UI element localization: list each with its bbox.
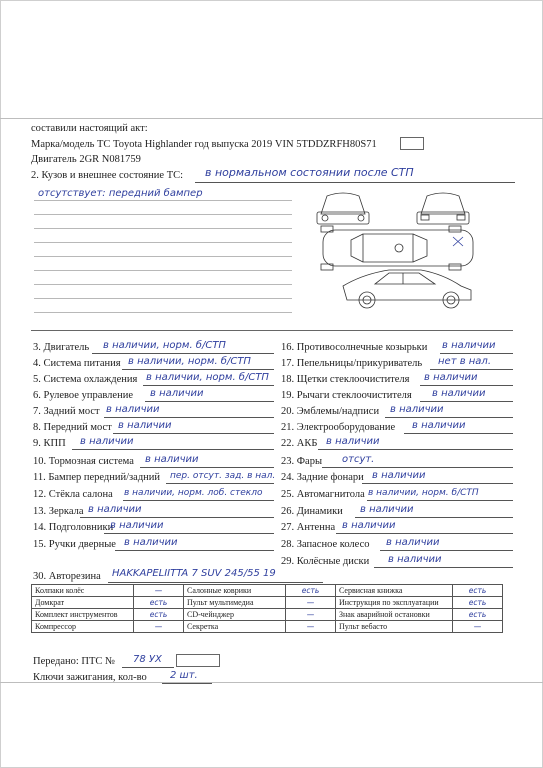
item-hw: в наличии	[124, 537, 178, 548]
vin-redaction	[400, 137, 424, 150]
table-cell: —	[134, 621, 184, 633]
item-label: 24. Задние фонари	[281, 472, 364, 483]
table-cell: Знак аварийной остановки	[336, 609, 453, 621]
car-diagram	[303, 182, 485, 312]
item-hw: в наличии, норм. б/СТП	[128, 356, 251, 367]
item-label: 10. Тормозная система	[33, 456, 134, 467]
table-cell: Пульт мультимедиа	[184, 597, 286, 609]
pts-label: Передано: ПТС №	[33, 656, 116, 667]
table-row	[32, 621, 503, 633]
item-label: 18. Щетки стеклоочистителя	[281, 374, 410, 385]
item-hw: в наличии	[88, 504, 142, 515]
item-label: 26. Динамики	[281, 506, 343, 517]
body-note-hw: отсутствует: передний бампер	[38, 188, 203, 199]
item-hw: в наличии	[80, 436, 134, 447]
item-label: 6. Рулевое управление	[33, 390, 133, 401]
item-hw: в наличии, норм. б/СТП	[103, 340, 226, 351]
table-cell: —	[286, 609, 336, 621]
item-label: 16. Противосолнечные козырьки	[281, 342, 428, 353]
table-cell: есть	[453, 609, 503, 621]
item-hw: пер. отсут. зад. в нал.	[170, 471, 276, 481]
table-cell: Салонные коврики	[184, 585, 286, 597]
item-label: 3. Двигатель	[33, 342, 90, 353]
item-label: 28. Запасное колесо	[281, 539, 370, 550]
item-hw: в наличии, норм. б/СТП	[146, 372, 269, 383]
pts-hw: 78 УХ	[133, 654, 162, 665]
item-hw: в наличии	[118, 420, 172, 431]
table-cell: —	[134, 585, 184, 597]
item-label: 9. КПП	[33, 438, 66, 449]
item-label: 20. Эмблемы/надписи	[281, 406, 380, 417]
keys-hw: 2 шт.	[170, 670, 198, 681]
item-hw: в наличии	[360, 504, 414, 515]
item-hw: в наличии, норм. б/СТП	[368, 488, 479, 498]
item-hw: в наличии	[390, 404, 444, 415]
item-hw: в наличии	[326, 436, 380, 447]
item-label: 19. Рычаги стеклоочистителя	[281, 390, 412, 401]
item-label: 8. Передний мост	[33, 422, 112, 433]
keys-label: Ключи зажигания, кол-во	[33, 672, 147, 683]
item-hw: в наличии	[372, 470, 426, 481]
item-label: 11. Бампер передний/задний	[33, 472, 161, 483]
body-state-hw: в нормальном состоянии после СТП	[205, 166, 414, 179]
item-hw: в наличии	[388, 554, 442, 565]
table-cell: есть	[453, 597, 503, 609]
item-label: 4. Система питания	[33, 358, 121, 369]
table-cell: Домкрат	[32, 597, 134, 609]
item-hw: в наличии	[106, 404, 160, 415]
table-cell: есть	[453, 585, 503, 597]
item-label: 27. Антенна	[281, 522, 336, 533]
item-label: 21. Электрооборудование	[281, 422, 396, 433]
item-label: 15. Ручки дверные	[33, 539, 116, 550]
model-line: Марка/модель ТС Toyota Highlander год выпуска 2019 VIN 5TDDZRFH80S71	[31, 139, 377, 150]
item-hw: в наличии	[342, 520, 396, 531]
section-divider	[31, 330, 513, 331]
table-cell: есть	[286, 585, 336, 597]
item-label: 7. Задний мост	[33, 406, 100, 417]
engine-line: Двигатель 2GR N081759	[31, 154, 141, 165]
pts-redaction	[176, 654, 220, 667]
table-cell: Компрессор	[32, 621, 134, 633]
item-hw: в наличии	[412, 420, 466, 431]
item-label: 17. Пепельницы/прикуриватель	[281, 358, 423, 369]
table-cell: —	[286, 597, 336, 609]
item-hw: в наличии	[145, 454, 199, 465]
item-hw: в наличии	[386, 537, 440, 548]
top-divider	[0, 118, 543, 119]
item-hw: отсут.	[342, 454, 375, 465]
table-row	[32, 609, 503, 621]
item-label: 29. Колёсные диски	[281, 556, 370, 567]
table-cell: Комплект инструментов	[32, 609, 134, 621]
table-cell: есть	[134, 597, 184, 609]
item-hw: в наличии	[424, 372, 478, 383]
table-cell: —	[453, 621, 503, 633]
table-row	[32, 585, 503, 597]
item-label: 22. АКБ	[281, 438, 318, 449]
accessories-table	[31, 584, 503, 633]
table-cell: Пульт вебасто	[336, 621, 453, 633]
intro-text: составили настоящий акт:	[31, 123, 148, 134]
table-cell: Сервисная книжка	[336, 585, 453, 597]
tyres-label: 30. Авторезина	[33, 571, 101, 582]
table-cell: есть	[134, 609, 184, 621]
table-cell: Инструкция по эксплуатации	[336, 597, 453, 609]
item-hw: в наличии	[442, 340, 496, 351]
item-hw: в наличии	[150, 388, 204, 399]
item-label: 13. Зеркала	[33, 506, 84, 517]
item-hw: нет в нал.	[438, 356, 492, 367]
item-label: 12. Стёкла салона	[33, 489, 113, 500]
notes-line-1	[34, 200, 292, 201]
table-cell: CD-чейнджер	[184, 609, 286, 621]
body-label: 2. Кузов и внешнее состояние ТС:	[31, 170, 184, 181]
item-label: 25. Автомагнитола	[281, 489, 365, 500]
table-cell: —	[286, 621, 336, 633]
item-label: 23. Фары	[281, 456, 323, 467]
item-label: 14. Подголовники	[33, 522, 114, 533]
table-row	[32, 597, 503, 609]
tyres-hw: HAKKAPELIITTA 7 SUV 245/55 19	[112, 568, 276, 579]
item-hw: в наличии	[432, 388, 486, 399]
item-label: 5. Система охлаждения	[33, 374, 138, 385]
table-cell: Секретка	[184, 621, 286, 633]
item-hw: в наличии, норм. лоб. стекло	[124, 488, 263, 498]
item-hw: в наличии	[110, 520, 164, 531]
table-cell: Колпаки колёс	[32, 585, 134, 597]
